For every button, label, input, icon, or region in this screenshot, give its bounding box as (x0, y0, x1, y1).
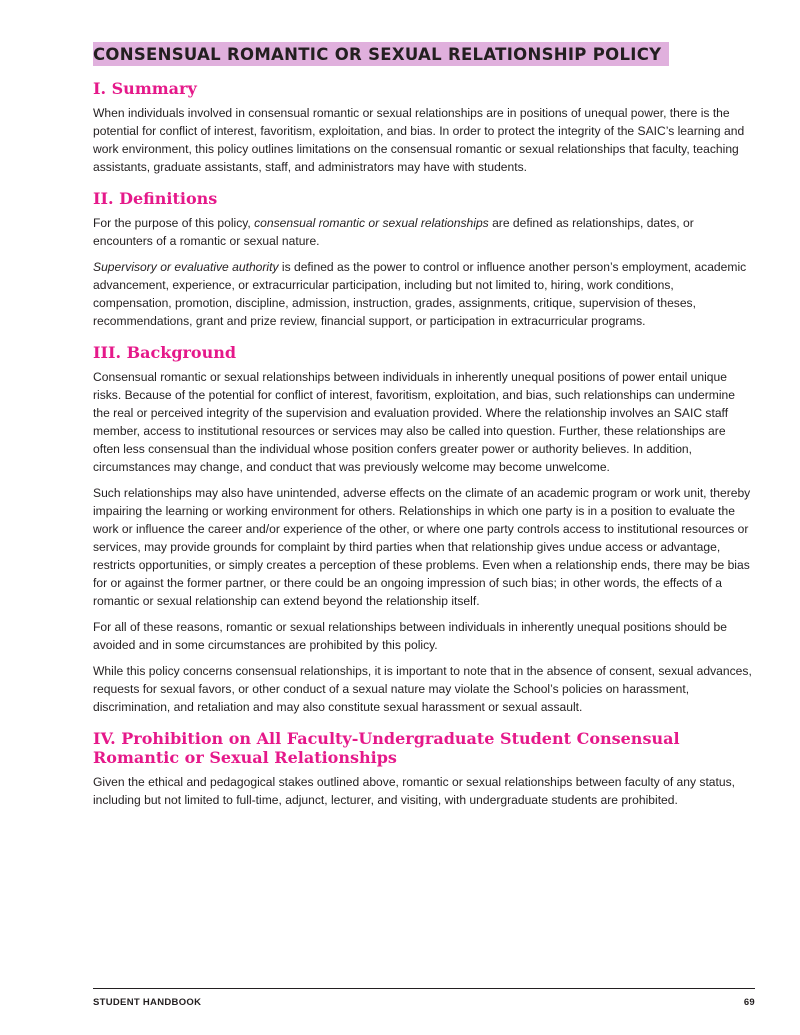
background-paragraph-4: While this policy concerns consensual relationships, it is important to note that in the absence of consent, sexual advances, requests for sexual favors, or other conduct of a sexual nature may violate the School’s policies on harassment, discrimination, and retaliation and may also constitute sexual harassment or sexual assault. (93, 664, 752, 714)
definitions-p1-before: For the purpose of this policy, (93, 216, 255, 230)
definitions-paragraph-2 (93, 258, 755, 330)
definitions-paragraph-1 (93, 214, 755, 250)
definitions-term-relationships: consensual romantic or sexual relationships (254, 216, 489, 230)
background-paragraph-1: Consensual romantic or sexual relationships between individuals in inherently unequal positions of power entail unique risks. Because of the potential for conflict of interest, favoritism, exploitation, and bias, such relationships can undermine the real or perceived integrity of the supervision and evaluation provided. Where the relationship involves an SAIC staff member, access to institutional resources or services may also be called into question. Further, these relationships are often less consensual than the individual whose position confers greater power or authority believes. In addition, circumstances may change, and conduct that was previously welcome may become unwelcome. (93, 370, 735, 474)
definitions-p1-after: are defined as relationships, dates, or encounters of a romantic or sexual nature. (93, 216, 694, 248)
footer-divider (93, 988, 755, 989)
section-heading-summary: I. Summary (93, 79, 197, 98)
definitions-p2-after: is defined as the power to control or influence another person’s employment, academic advancement, experience, or extracurricular participation, including but not limited to, hiring, work conditions, compensation, promotion, discipline, admission, instruction, grades, assignments, critique, supervision of theses, recommendations, grant and prize review, financial support, or participation in extracurricular programs. (93, 260, 747, 328)
background-paragraph-3: For all of these reasons, romantic or sexual relationships between individuals in inherently unequal positions should be avoided and in some circumstances are prohibited by this policy. (93, 620, 727, 652)
section-heading-background: III. Background (93, 343, 237, 362)
summary-paragraph: When individuals involved in consensual romantic or sexual relationships are in positions of unequal power, there is the potential for conflict of interest, favoritism, exploitation, and bias. In order to protect the integrity of the SAIC’s learning and work environment, this policy outlines limitations on the consensual romantic or sexual relationships that faculty, teaching assistants, graduate assistants, staff, and administrators may have with students. (93, 106, 745, 174)
prohibition-paragraph: Given the ethical and pedagogical stakes outlined above, romantic or sexual relationships between faculty of any status, including but not limited to full-time, adjunct, lecturer, and visiting, with undergraduate students are prohibited. (93, 775, 736, 807)
page-footer (93, 997, 755, 1008)
definitions-term-authority: Supervisory or evaluative authority (93, 260, 279, 274)
section-heading-prohibition: IV. Prohibition on All Faculty-Undergraduate Student Consensual Romantic or Sexual Relationships (93, 729, 680, 767)
page-content (93, 42, 755, 817)
page-title: CONSENSUAL ROMANTIC OR SEXUAL RELATIONSHIP POLICY (93, 42, 669, 66)
page-number: 69 (743, 997, 755, 1008)
footer-label: STUDENT HANDBOOK (93, 997, 202, 1008)
background-paragraph-2: Such relationships may also have unintended, adverse effects on the climate of an academic program or work unit, thereby impairing the learning or working environment for others. Relationships in which one party is in a position to evaluate the work or influence the career and/or experience of the other, or where one party controls access to institutional resources or services, may provide grounds for complaint by third parties when that relationship gives undue access or advantage, restricts opportunities, or simply creates a perception of these problems. Even when a relationship ends, there may be bias for or against the former partner, or there could be an ongoing impression of such bias; in other words, the effects of a romantic or sexual relationship can extend beyond the relationship itself. (93, 486, 751, 608)
section-heading-definitions: II. Definitions (93, 189, 218, 208)
